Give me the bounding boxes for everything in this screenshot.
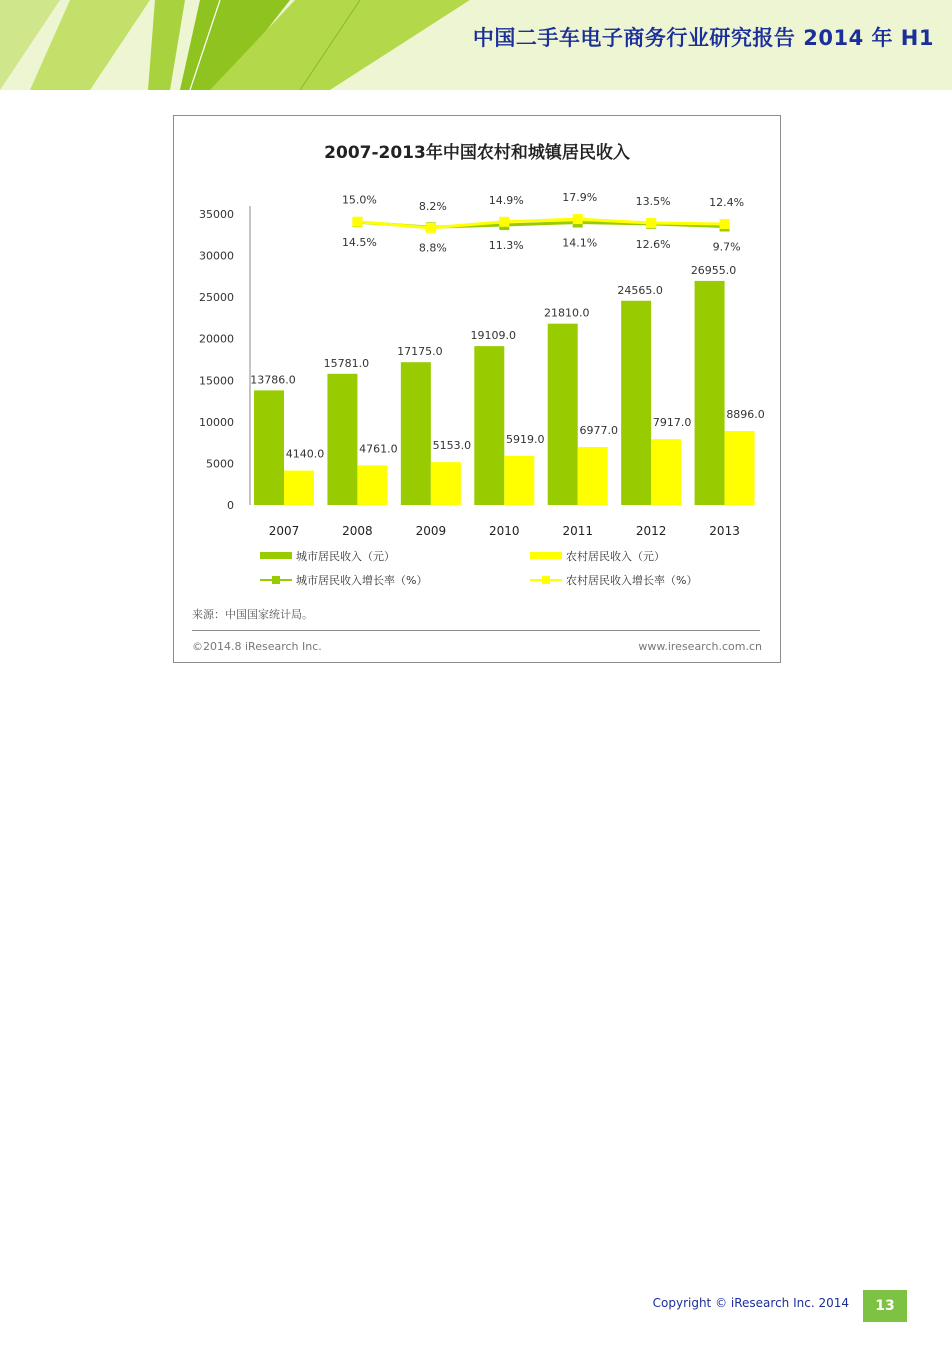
x-tick-label: 2010 <box>489 524 520 538</box>
rural-income-label: 7917.0 <box>652 416 692 430</box>
rural-growth-label: 14.9% <box>488 193 524 207</box>
x-tick-label: 2012 <box>635 524 667 538</box>
rural-growth-marker <box>426 223 436 233</box>
urban-income-label: 24565.0 <box>617 283 663 297</box>
urban-income-label: 19109.0 <box>470 329 517 343</box>
x-tick-label: 2007 <box>268 524 300 538</box>
rural-income-label: 6977.0 <box>579 423 618 437</box>
page-header <box>0 0 952 90</box>
urban-growth-label: 9.7% <box>712 240 741 254</box>
urban-growth-label: 11.3% <box>488 239 524 253</box>
urban-income-bar <box>621 301 651 505</box>
urban-growth-label: 8.8% <box>418 241 447 255</box>
rural-growth-marker <box>499 217 509 227</box>
footer-copyright: Copyright © iResearch Inc. 2014 <box>652 1296 849 1310</box>
legend-urban-growth-marker <box>272 576 280 584</box>
y-tick-label: 15000 <box>199 374 234 388</box>
urban-income-bar <box>474 346 504 505</box>
urban-income-bar <box>548 324 578 505</box>
rural-income-bar <box>725 431 755 505</box>
rural-growth-label: 8.2% <box>418 199 447 213</box>
rural-income-label: 4761.0 <box>359 442 398 456</box>
rural-income-label: 4140.0 <box>285 447 325 461</box>
income-chart-panel <box>173 115 781 663</box>
rural-income-bar <box>504 456 534 505</box>
urban-income-bar <box>327 374 357 505</box>
y-tick-label: 5000 <box>206 457 234 471</box>
rural-income-bar <box>357 465 387 505</box>
rural-growth-marker <box>352 217 362 227</box>
urban-income-label: 15781.0 <box>323 356 370 370</box>
legend-urban-income-swatch <box>260 552 292 559</box>
legend-rural-income-swatch <box>530 552 562 559</box>
urban-growth-label: 14.5% <box>341 236 377 250</box>
y-tick-label: 25000 <box>199 291 234 305</box>
income-chart <box>174 116 780 606</box>
urban-income-bar <box>401 362 431 505</box>
report-title: 中国二手车电子商务行业研究报告 2014 年 H1 <box>472 26 934 50</box>
chart-copyright: ©2014.8 iResearch Inc. <box>192 640 322 653</box>
urban-income-label: 21810.0 <box>543 306 590 320</box>
x-tick-label: 2009 <box>415 524 447 538</box>
rural-income-bar <box>284 471 314 505</box>
chart-website: www.iresearch.com.cn <box>638 640 762 653</box>
urban-income-label: 13786.0 <box>250 373 296 387</box>
rural-income-label: 5153.0 <box>432 439 472 453</box>
urban-income-label: 26955.0 <box>690 263 737 277</box>
y-tick-label: 10000 <box>199 415 234 429</box>
y-tick-label: 35000 <box>199 208 234 221</box>
legend-rural-growth-marker <box>542 576 550 584</box>
urban-income-bar <box>254 390 284 505</box>
rural-income-bar <box>431 462 461 505</box>
rural-growth-label: 12.4% <box>709 196 745 210</box>
chart-title: 2007-2013年中国农村和城镇居民收入 <box>324 143 630 163</box>
urban-growth-label: 14.1% <box>562 236 598 250</box>
rural-growth-label: 13.5% <box>635 195 671 209</box>
rural-income-label: 8896.0 <box>726 408 765 422</box>
x-tick-label: 2008 <box>342 524 373 538</box>
rural-growth-marker <box>573 214 583 224</box>
y-tick-label: 20000 <box>199 332 234 346</box>
urban-income-label: 17175.0 <box>397 345 443 359</box>
rural-growth-label: 17.9% <box>562 191 598 205</box>
legend-urban-growth: 城市居民收入增长率（%） <box>296 574 428 587</box>
rural-growth-marker <box>720 219 730 229</box>
chart-divider <box>192 630 760 631</box>
rural-growth-label: 15.0% <box>341 193 377 207</box>
urban-income-bar <box>695 281 725 505</box>
y-tick-label: 30000 <box>199 249 234 263</box>
legend-urban-income: 城市居民收入（元） <box>296 550 395 563</box>
rural-growth-marker <box>646 218 656 228</box>
legend-rural-income: 农村居民收入（元） <box>566 550 665 563</box>
legend-rural-growth: 农村居民收入增长率（%） <box>566 574 698 587</box>
chart-source: 来源：中国国家统计局。 <box>192 608 313 621</box>
urban-growth-label: 12.6% <box>635 237 671 251</box>
x-tick-label: 2013 <box>709 524 740 538</box>
y-tick-label: 0 <box>227 499 234 512</box>
rural-income-label: 5919.0 <box>506 432 545 446</box>
page-number-badge: 13 <box>863 1290 907 1322</box>
rural-income-bar <box>578 447 608 505</box>
x-tick-label: 2011 <box>562 524 593 538</box>
rural-income-bar <box>651 439 681 505</box>
